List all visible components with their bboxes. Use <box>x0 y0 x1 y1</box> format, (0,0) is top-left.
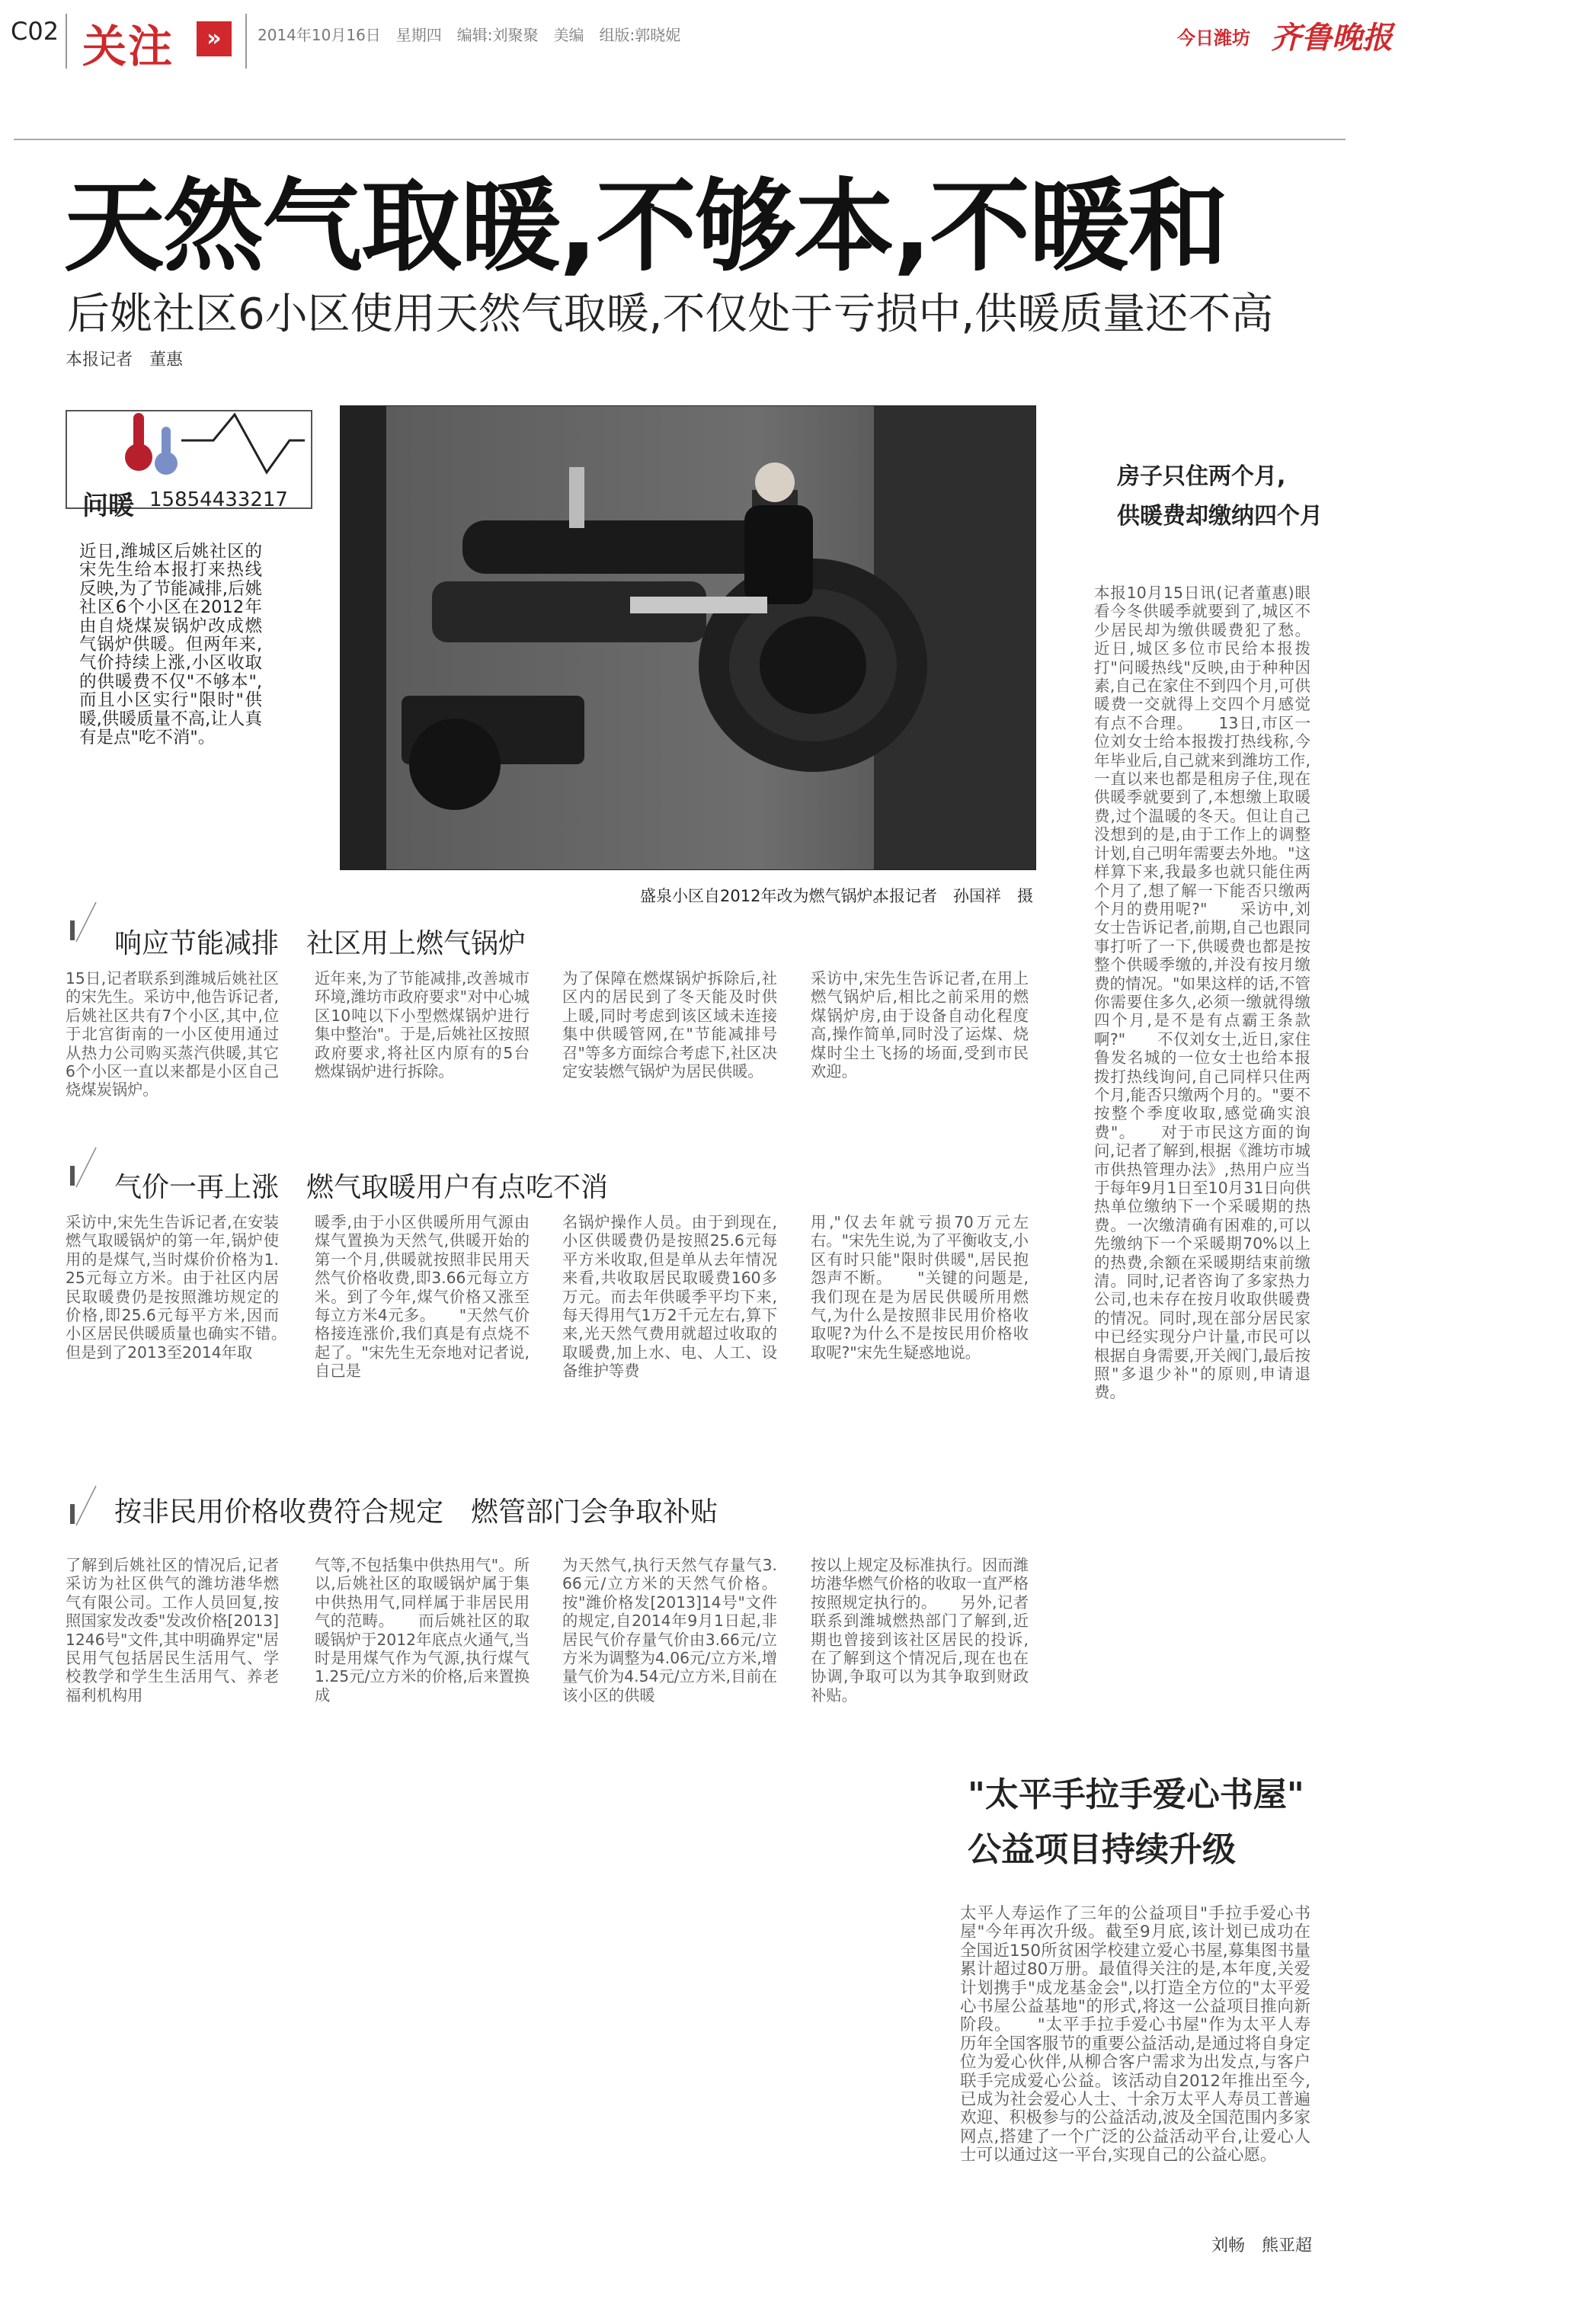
pen-mark-icon <box>70 1146 101 1189</box>
sidebar-title-line-2: 供暖费却缴纳四个月 <box>1117 503 1323 530</box>
section-1-column-1: 15日,记者联系到潍城后姚社区的宋先生。采访中,他告诉记者,后姚社区共有7个小区,其中,位于北宫街南的一小区使用通过从热力公司购买蒸汽供暖,其它6个小区一直以来都是小区自己烧煤炭锅炉。 <box>66 969 279 1100</box>
section-name: 关注 <box>82 21 174 72</box>
charity-title-line-2: 公益项目持续升级 <box>968 1830 1236 1869</box>
hotline-label: 问暖 <box>82 491 134 521</box>
hotline-phone: 15854433217 <box>149 488 288 511</box>
photo-caption: 盛泉小区自2012年改为燃气锅炉。 <box>640 887 889 905</box>
section-3-column-4: 按以上规定及标准执行。因而潍坊港华燃气价格的收取一直严格按照规定执行的。 另外,记者联系到潍城燃热部门了解到,近期也曾接到该社区居民的投诉,在了解到这个情况后,现在也在协调,争取可以为其争取到财政补贴。 <box>811 1556 1029 1705</box>
section-title-1: 响应节能减排 社区用上燃气锅炉 <box>114 928 526 959</box>
headline: 天然气取暖,不够本,不暖和 <box>64 168 1227 286</box>
section-2-column-4: 用,"仅去年就亏损70万元左右。"宋先生说,为了平衡收支,小区有时只能"限时供暖",居民抱怨声不断。 "关键的问题是,我们现在是为居民供暖所用燃气,为什么是按照非民用价格收取呢?为什么不是按民用价格收取呢?"宋先生疑惑地说。 <box>811 1213 1029 1362</box>
section-3-column-2: 气等,不包括集中供热用气"。所以,后姚社区的取暖锅炉属于集中供热用气,同样属于非居民用气的范畴。 而后姚社区的取暖锅炉于2012年底点火通气,当时是用煤气作为气源,执行煤气1.25元/立方米的价格,后来置换成 <box>315 1556 530 1705</box>
charity-title-line-1: "太平手拉手爱心书屋" <box>968 1775 1304 1814</box>
chevron-right-icon: » <box>197 21 232 56</box>
issue-meta: 2014年10月16日 星期四 编辑:刘聚聚 美编 组版:郭晓妮 <box>258 26 681 44</box>
charity-body: 太平人寿运作了三年的公益项目"手拉手爱心书屋"今年再次升级。截至9月底,该计划已成功在全国近150所贫困学校建立爱心书屋,募集图书量累计超过80万册。最值得关注的是,本年度,关爱计划携手"成龙基金会",以打造全方位的"太平爱心书屋公益基地"的形式,将这一公益项目推向新阶段。 "太平手拉手爱心书屋"作为太平人寿历年全国客服节的重要公益活动,是通过将自身定位为爱心伙伴,从柳合客户需求为出发点,与客户联手完成爱心公益。该活动自2012年推出至今,已成为社会爱心人士、十余万太平人寿员工普遍欢迎、积极参与的公益活动,波及全国范围内多家网点,搭建了一个广泛的公益活动平台,让爱心人士可以通过这一平台,实现自己的公益心愿。 <box>960 1904 1310 2166</box>
section-title-2: 气价一再上涨 燃气取暖用户有点吃不消 <box>114 1172 609 1203</box>
section-2-column-1: 采访中,宋先生告诉记者,在安装燃气取暖锅炉的第一年,锅炉使用的是煤气,当时煤价价格为1.25元每立方米。由于社区内居民取暖费仍是按照潍坊规定的价格,即25.6元每平方米,因而小区居民供暖质量也确实不错。 但是到了2013至2014年取 <box>66 1213 310 1362</box>
header-divider <box>66 14 67 69</box>
subtitle: 后姚社区6小区使用天然气取暖,不仅处于亏损中,供暖质量还不高 <box>67 290 1274 339</box>
page-number: C02 <box>11 17 59 46</box>
today-label: 今日潍坊 <box>1177 27 1250 49</box>
header-divider <box>245 14 247 69</box>
section-2-column-2: 暖季,由于小区供暖所用气源由煤气置换为天然气,供暖开始的第一个月,供暖就按照非民用天然气价格收费,即3.66元每立方米。到了今年,煤气价格又涨至每立方米4元多。 "天然气价格接连涨价,我们真是有点烧不起了。"宋先生无奈地对记者说,自己是 <box>315 1213 530 1381</box>
pen-mark-icon <box>70 901 101 943</box>
boiler-photo <box>340 405 1036 870</box>
header-rule <box>14 139 1346 140</box>
section-1-column-2: 近年来,为了节能减排,改善城市环境,潍坊市政府要求"对中心城区10吨以下小型燃煤锅炉进行集中整治"。于是,后姚社区按照政府要求,将社区内原有的5台燃煤锅炉进行拆除。 <box>315 969 530 1081</box>
charity-author: 刘畅 熊亚超 <box>1211 2236 1313 2255</box>
section-2-column-3: 名锅炉操作人员。由于到现在,小区供暖费仍是按照25.6元每平方米收取,但是单从去年情况来看,共收取居民取暖费160多万元。而去年供暖季平均下来,每天得用气1万2千元左右,算下来,光天然气费用就超过收取的取暖费,加上水、电、人工、设备维护等费 <box>562 1213 777 1381</box>
photo-credit: 本报记者 孙国祥 摄 <box>873 887 1033 905</box>
section-3-column-3: 为天然气,执行天然气存量气3.66元/立方米的天然气价格。按"潍价格发[2013]14号"文件的规定,自2014年9月1日起,非居民气价存量气价由3.66元/立方米为调整为4.06元/立方米,增量气价为4.54元/立方米,目前在该小区的供暖 <box>562 1556 777 1705</box>
section-title-3: 按非民用价格收费符合规定 燃管部门会争取补贴 <box>114 1497 718 1528</box>
newspaper-logo: 齐鲁晚报 <box>1271 20 1393 56</box>
pen-mark-icon <box>70 1484 101 1527</box>
intro-text: 近日,潍城区后姚社区的宋先生给本报打来热线反映,为了节能减排,后姚社区6个小区在2012年由自烧煤炭锅炉改成燃气锅炉供暖。但两年来,气价持续上涨,小区收取的供暖费不仅"不够本",而且小区实行"限时"供暖,供暖质量不高,让人真有是点"吃不消"。 <box>79 542 262 748</box>
section-1-column-3: 为了保障在燃煤锅炉拆除后,社区内的居民到了冬天能及时供上暖,同时考虑到该区域未连接集中供暖管网,在"节能减排号召"等多方面综合考虑下,社区决定安装燃气锅炉为居民供暖。 <box>562 969 777 1081</box>
section-1-column-4: 采访中,宋先生告诉记者,在用上燃气锅炉后,相比之前采用的燃煤锅炉房,由于设备自动化程度高,操作简单,同时没了运煤、烧煤时尘土飞扬的场面,受到市民欢迎。 <box>811 969 1029 1081</box>
sidebar-body: 本报10月15日讯(记者董惠)眼看今冬供暖季就要到了,城区不少居民却为缴供暖费犯了愁。近日,城区多位市民给本报拨打"问暖热线"反映,由于种种因素,自己在家住不到四个月,可供暖费一交就得上交四个月感觉有点不合理。 13日,市区一位刘女士给本报拨打热线称,今年毕业后,自己就来到潍坊工作,一直以来也都是租房子住,现在供暖季就要到了,本想缴上取暖费,过个温暖的冬天。但让自己没想到的是,由于工作上的调整计划,自己明年需要去外地。"这样算下来,我最多也就只能住两个月了,想了解一下能否只缴两个月的费用呢?" 采访中,刘女士告诉记者,前期,自己也跟同事打听了一下,供暖费也都是按整个供暖季缴的,并没有按月缴费的情况。"如果这样的话,不管你需要住多久,必须一缴就得缴四个月,是不是有点霸王条款啊?" 不仅刘女士,近日,家住鲁发名城的一位女士也给本报拨打热线询问,自己同样只住两个月,能否只缴两个月的。"要不按整个季度收取,感觉确实浪费"。 对于市民这方面的询问,记者了解到,根据《潍坊市城市供热管理办法》,热用户应当于每年9月1日至10月31日向供热单位缴纳下一个采暖期的热费。一次缴清确有困难的,可以先缴纳下一个采暖期70%以上的热费,余额在采暖期结束前缴清。同时,记者咨询了多家热力公司,也未存在按月收取供暖费的情况。同时,现在部分居民家中已经实现分户计量,市民可以根据自身需要,开关阀门,最后按照"多退少补"的原则,申请退费。 <box>1094 584 1310 1402</box>
thermometer-icon <box>99 410 305 479</box>
section-3-column-1: 了解到后姚社区的情况后,记者采访为社区供气的潍坊港华燃气有限公司。工作人员回复,按照国家发改委"发改价格[2013]1246号"文件,其中明确界定"居民用气包括居民生活用气、学校教学和学生生活用气、养老福利机构用 <box>66 1556 279 1705</box>
sidebar-title-line-1: 房子只住两个月, <box>1117 463 1286 490</box>
byline: 本报记者 董惠 <box>66 351 184 370</box>
